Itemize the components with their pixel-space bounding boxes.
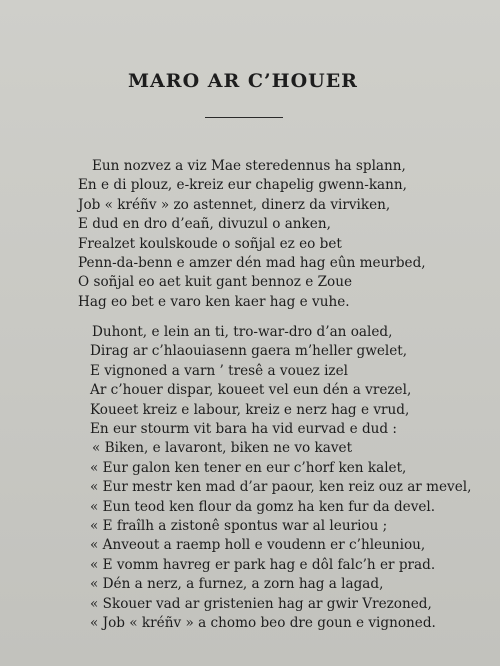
verse-line: Frealzet koulskoude o soñjal ez eo bet bbox=[78, 235, 342, 252]
verse-line: Ar c’houer dispar, koueet vel eun dén a vrezel, bbox=[90, 382, 412, 399]
verse-line: Duhont, e lein an ti, tro-war-dro d’an oaled, bbox=[92, 324, 393, 340]
verse-line: En e di plouz, e-kreiz eur chapelig gwenn-kann, bbox=[78, 177, 407, 194]
verse-line: « E vomm havreg er park hag e dôl falc’h er prad. bbox=[90, 556, 436, 573]
verse-line: « Eur galon ken tener en eur c’horf ken kalet, bbox=[90, 459, 407, 476]
verse-line: Job « kréñv » zo astennet, dinerz da virviken, bbox=[78, 196, 391, 213]
title-divider bbox=[205, 117, 283, 118]
verse-line: O soñjal eo aet kuit gant bennoz e Zoue bbox=[78, 274, 353, 291]
verse-line: Hag eo bet e varo ken kaer hag e vuhe. bbox=[78, 293, 350, 310]
poem-title: MARO AR C’HOUER bbox=[128, 70, 358, 92]
verse-line: « Job « kréñv » a chomo beo dre goun e vignoned. bbox=[90, 615, 436, 632]
verse-line: « Dén a nerz, a furnez, a zorn hag a lagad, bbox=[90, 576, 384, 593]
verse-line: Dirag ar c’hlaouiasenn gaera m’heller gwelet, bbox=[90, 343, 408, 360]
verse-line: E vignoned a varn ’ tresê a vouez izel bbox=[90, 362, 348, 379]
verse-line: « Anveout a raemp holl e voudenn er c’hleuniou, bbox=[90, 537, 426, 554]
verse-line: « Eur mestr ken mad d’ar paour, ken reiz ouz ar mevel, bbox=[90, 479, 472, 496]
stanza-1 bbox=[78, 157, 426, 312]
verse-line: « Biken, e lavaront, biken ne vo kavet bbox=[92, 440, 353, 457]
verse-line: E dud en dro d’eañ, divuzul o anken, bbox=[78, 216, 331, 233]
verse-line: Koueet kreiz e labour, kreiz e nerz hag e vrud, bbox=[90, 401, 410, 418]
stanza-2 bbox=[90, 323, 471, 634]
verse-line: « Eun teod ken flour da gomz ha ken fur da devel. bbox=[90, 498, 436, 515]
verse-line: Eun nozvez a viz Mae steredennus ha splann, bbox=[92, 158, 406, 174]
verse-line: « Skouer vad ar gristenien hag ar gwir Vrezoned, bbox=[90, 595, 432, 612]
verse-line: « E fraîlh a zistonê spontus war al leuriou ; bbox=[90, 518, 388, 535]
verse-line: Penn-da-benn e amzer dén mad hag eûn meurbed, bbox=[78, 255, 426, 272]
verse-line: En eur stourm vit bara ha vid eurvad e dud : bbox=[90, 421, 398, 438]
